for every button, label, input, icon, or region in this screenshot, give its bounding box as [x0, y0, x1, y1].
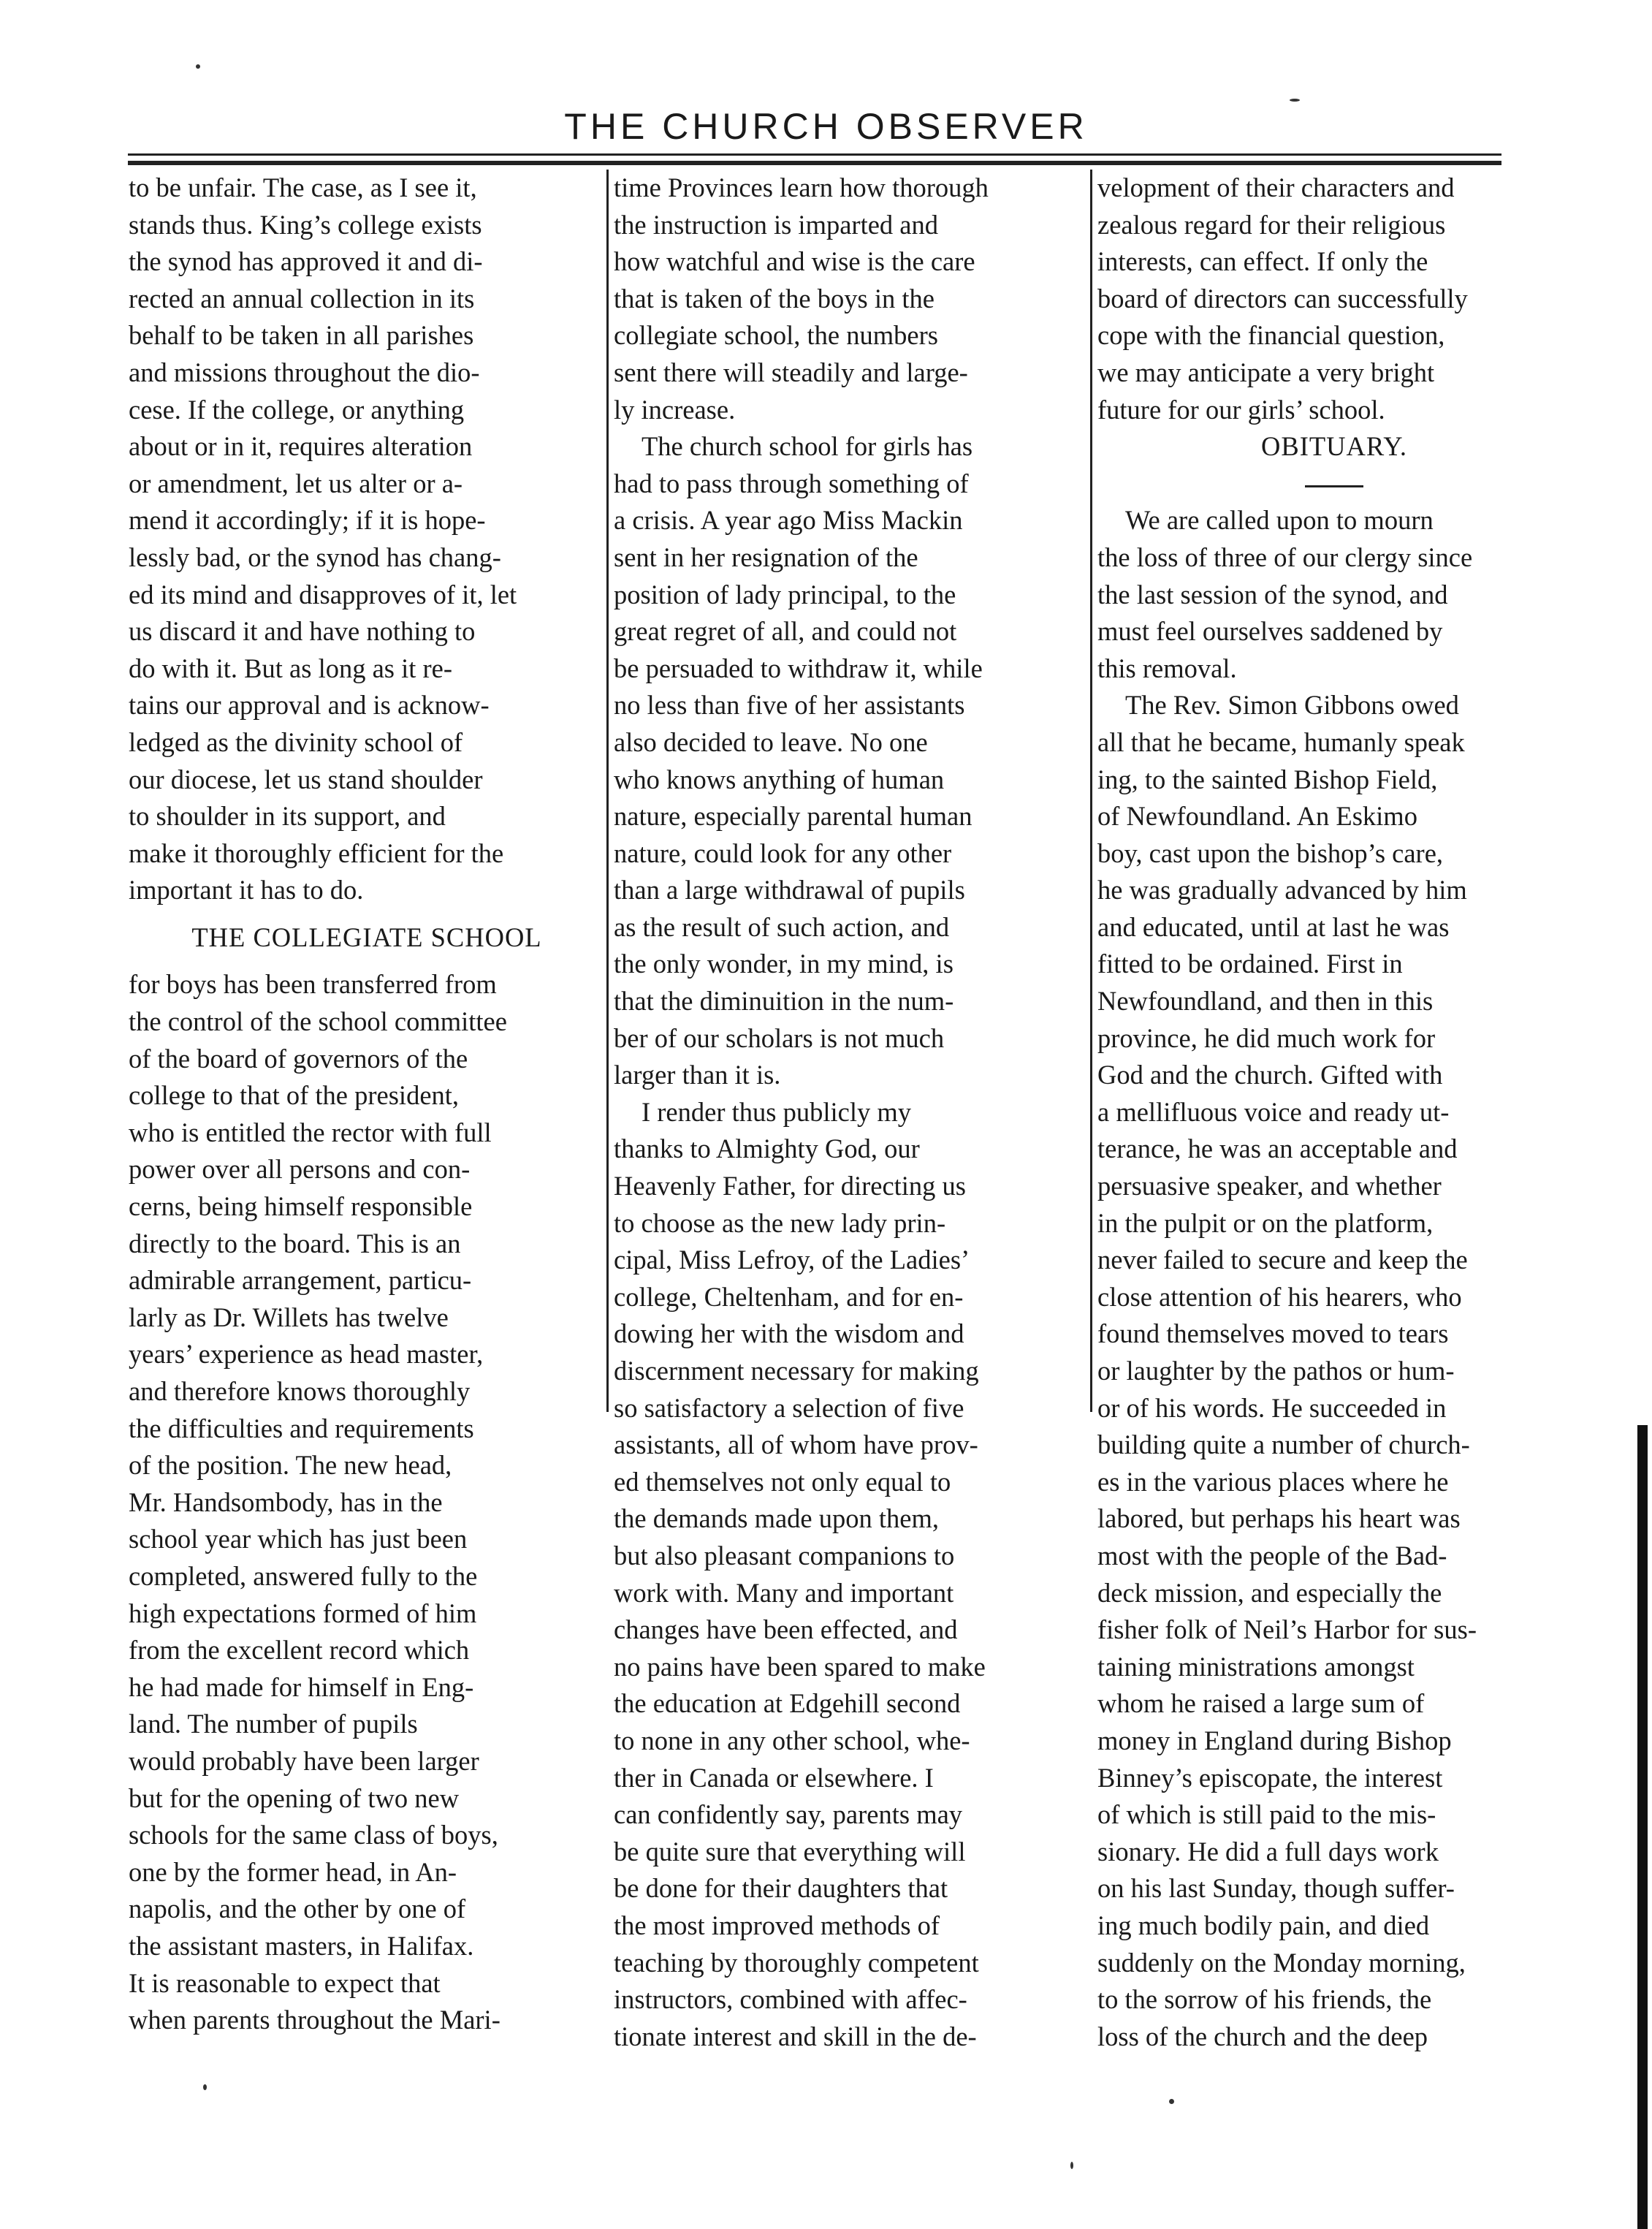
text-line: stands thus. King’s college exists	[129, 209, 482, 240]
text-line: do with it. But as long as it re-	[129, 653, 453, 683]
text-line: We are called upon to mourn	[1125, 505, 1434, 536]
text-line: how watchful and wise is the care	[614, 246, 975, 277]
text-line: to choose as the new lady prin-	[614, 1207, 946, 1238]
text-line: suddenly on the Monday morning,	[1097, 1947, 1466, 1978]
text-line: great regret of all, and could not	[614, 616, 957, 647]
obituary-dash-rule	[1097, 466, 1571, 503]
text-line: fitted to be ordained. First in	[1097, 949, 1403, 979]
text-line: can confidently say, parents may	[614, 1799, 963, 1830]
text-line: be persuaded to withdraw it, while	[614, 653, 983, 683]
text-line: and educated, until at last he was	[1097, 911, 1450, 942]
text-line: we may anticipate a very bright	[1097, 357, 1435, 387]
text-line: and missions throughout the dio-	[129, 357, 480, 387]
text-line: college to that of the president,	[129, 1080, 460, 1111]
column-3	[1097, 170, 1571, 2055]
text-line: about or in it, requires alteration	[129, 431, 473, 462]
text-line: years’ experience as head master,	[129, 1339, 484, 1370]
text-line: schools for the same class of boys,	[129, 1820, 498, 1850]
text-line: high expectations formed of him	[129, 1598, 477, 1628]
text-line: zealous regard for their religious	[1097, 209, 1446, 240]
text-line: of the position. The new head,	[129, 1450, 452, 1481]
text-line: to the sorrow of his friends, the	[1097, 1984, 1432, 2015]
text-line: Heavenly Father, for directing us	[614, 1171, 967, 1201]
text-line: be quite sure that everything will	[614, 1836, 966, 1867]
text-line: dowing her with the wisdom and	[614, 1318, 964, 1349]
text-line: of Newfoundland. An Eskimo	[1097, 801, 1417, 832]
text-line: Mr. Handsombody, has in the	[129, 1486, 443, 1517]
text-line: found themselves moved to tears	[1097, 1318, 1449, 1349]
text-line: lessly bad, or the synod has chang-	[129, 542, 501, 572]
text-line: must feel ourselves saddened by	[1097, 616, 1443, 647]
text-line: this removal.	[1097, 653, 1237, 683]
text-line: no less than five of her assistants	[614, 690, 965, 721]
text-line: taining ministrations amongst	[1097, 1651, 1415, 1682]
text-line: The church school for girls has	[642, 431, 973, 462]
text-line: power over all persons and con-	[129, 1154, 471, 1185]
text-line: larly as Dr. Willets has twelve	[129, 1302, 449, 1332]
text-line: ing, to the sainted Bishop Field,	[1097, 764, 1438, 794]
column-divider-right	[1090, 170, 1092, 1412]
text-line: tionate interest and skill in the de-	[614, 2021, 977, 2051]
text-line: that the diminuition in the num-	[614, 986, 954, 1017]
text-line: be done for their daughters that	[614, 1873, 948, 1904]
col1-paragraph-1	[129, 170, 605, 909]
text-line: would probably have been larger	[129, 1745, 479, 1776]
text-line: or amendment, let us alter or a-	[129, 468, 463, 498]
text-line: deck mission, and especially the	[1097, 1577, 1442, 1608]
text-line: our diocese, let us stand shoulder	[129, 764, 483, 794]
scan-speck	[196, 64, 200, 69]
text-line: he had made for himself in Eng-	[129, 1671, 474, 1702]
text-line: college, Cheltenham, and for en-	[614, 1281, 964, 1312]
text-line: The Rev. Simon Gibbons owed	[1125, 690, 1459, 721]
text-line: boy, cast upon the bishop’s care,	[1097, 838, 1444, 868]
text-line: changes have been effected, and	[614, 1614, 958, 1645]
col3-paragraph-1	[1097, 170, 1571, 428]
text-line: completed, answered fully to the	[129, 1560, 478, 1591]
text-line: discernment necessary for making	[614, 1356, 979, 1386]
text-line: ther in Canada or elsewhere. I	[614, 1762, 934, 1793]
text-line: who knows anything of human	[614, 764, 945, 794]
text-line: labored, but perhaps his heart was	[1097, 1503, 1461, 1534]
text-line: money in England during Bishop	[1097, 1725, 1452, 1755]
text-line: interests, can effect. If only the	[1097, 246, 1428, 277]
text-line: but also pleasant companions to	[614, 1540, 955, 1571]
text-line: in the pulpit or on the platform,	[1097, 1207, 1434, 1238]
text-line: the only wonder, in my mind, is	[614, 949, 953, 979]
text-line: sionary. He did a full days work	[1097, 1836, 1439, 1867]
text-line: collegiate school, the numbers	[614, 320, 938, 351]
text-line: he was gradually advanced by him	[1097, 875, 1467, 905]
text-line: but for the opening of two new	[129, 1782, 460, 1813]
masthead-rule-thin	[128, 153, 1501, 156]
text-line: to none in any other school, whe-	[614, 1725, 970, 1755]
text-line: ed themselves not only equal to	[614, 1466, 951, 1497]
text-line: to shoulder in its support, and	[129, 801, 446, 832]
col3-paragraph-2	[1097, 502, 1571, 687]
col2-paragraph-2	[614, 428, 1090, 1094]
col3-heading-obituary: OBITUARY.	[1261, 431, 1407, 462]
text-line: terance, he was an acceptable and	[1097, 1134, 1458, 1164]
text-line: cipal, Miss Lefroy, of the Ladies’	[614, 1245, 970, 1275]
text-line: from the excellent record which	[129, 1635, 470, 1666]
text-line: ed its mind and disapproves of it, let	[129, 579, 517, 610]
column-2	[614, 170, 1090, 2055]
text-line: to be unfair. The case, as I see it,	[129, 172, 477, 202]
text-line: cerns, being himself responsible	[129, 1191, 473, 1222]
scan-speck	[1290, 99, 1300, 102]
masthead-rule-thick	[128, 161, 1501, 165]
text-line: as the result of such action, and	[614, 911, 950, 942]
text-line: thanks to Almighty God, our	[614, 1134, 920, 1164]
col1-paragraph-2	[129, 966, 605, 2038]
text-line: the control of the school committee	[129, 1006, 507, 1037]
text-line: the last session of the synod, and	[1097, 579, 1448, 610]
text-line: velopment of their characters and	[1097, 172, 1455, 202]
text-line: one by the former head, in An-	[129, 1856, 457, 1887]
text-line: than a large withdrawal of pupils	[614, 875, 965, 905]
text-line: Binney’s episcopate, the interest	[1097, 1762, 1443, 1793]
text-line: a mellifluous voice and ready ut-	[1097, 1096, 1450, 1127]
text-line: es in the various places where he	[1097, 1466, 1449, 1497]
text-line: board of directors can successfully	[1097, 283, 1468, 314]
text-line: also decided to leave. No one	[614, 726, 928, 757]
text-line: napolis, and the other by one of	[129, 1894, 466, 1924]
col3-paragraph-3	[1097, 687, 1571, 2055]
text-line: the synod has approved it and di-	[129, 246, 483, 277]
text-line: and therefore knows thoroughly	[129, 1376, 471, 1406]
text-line: when parents throughout the Mari-	[129, 2005, 500, 2035]
text-line: cope with the financial question,	[1097, 320, 1445, 351]
text-line: make it thoroughly efficient for the	[129, 838, 504, 868]
text-line: God and the church. Gifted with	[1097, 1060, 1443, 1090]
text-line: loss of the church and the deep	[1097, 2021, 1428, 2051]
text-line: work with. Many and important	[614, 1577, 954, 1608]
text-line: the most improved methods of	[614, 1910, 940, 1940]
text-line: I render thus publicly my	[642, 1096, 911, 1127]
text-line: ly increase.	[614, 394, 736, 425]
text-line: so satisfactory a selection of five	[614, 1392, 964, 1423]
text-line: the assistant masters, in Halifax.	[129, 1930, 474, 1961]
text-line: It is reasonable to expect that	[129, 1967, 441, 1998]
text-line: future for our girls’ school.	[1097, 394, 1385, 425]
text-line: no pains have been spared to make	[614, 1651, 986, 1682]
text-line: the difficulties and requirements	[129, 1413, 474, 1443]
text-line: position of lady principal, to the	[614, 579, 956, 610]
text-line: ledged as the divinity school of	[129, 726, 463, 757]
text-line: a crisis. A year ago Miss Mackin	[614, 505, 963, 536]
text-line: or laughter by the pathos or hum-	[1097, 1356, 1455, 1386]
text-line: fisher folk of Neil’s Harbor for sus-	[1097, 1614, 1477, 1645]
text-line: admirable arrangement, particu-	[129, 1265, 472, 1296]
masthead-title: THE CHURCH OBSERVER	[564, 106, 1088, 147]
text-line: all that he became, humanly speak	[1097, 726, 1465, 757]
column-1	[129, 170, 605, 2039]
text-line: who is entitled the rector with full	[129, 1117, 492, 1147]
column-divider-left	[606, 170, 609, 1412]
scan-speck	[1070, 2162, 1073, 2169]
scan-speck	[1169, 2099, 1174, 2104]
text-line: teaching by thoroughly competent	[614, 1947, 979, 1978]
text-line: of the board of governors of the	[129, 1043, 468, 1074]
text-line: most with the people of the Bad-	[1097, 1540, 1447, 1571]
text-line: sent there will steadily and large-	[614, 357, 968, 387]
text-line: sent in her resignation of the	[614, 542, 918, 572]
text-line: behalf to be taken in all parishes	[129, 320, 474, 351]
text-line: that is taken of the boys in the	[614, 283, 935, 314]
text-line: the loss of three of our clergy since	[1097, 542, 1473, 572]
text-line: tains our approval and is acknow-	[129, 690, 490, 721]
text-line: rected an annual collection in its	[129, 283, 475, 314]
text-line: larger than it is.	[614, 1060, 781, 1090]
text-line: cese. If the college, or anything	[129, 394, 465, 425]
text-line: important it has to do.	[129, 875, 364, 905]
text-line: the demands made upon them,	[614, 1503, 939, 1534]
text-line: never failed to secure and keep the	[1097, 1245, 1468, 1275]
text-line: land. The number of pupils	[129, 1709, 418, 1739]
text-line: us discard it and have nothing to	[129, 616, 476, 647]
text-line: ing much bodily pain, and died	[1097, 1910, 1430, 1940]
text-line: nature, could look for any other	[614, 838, 952, 868]
text-line: or of his words. He succeeded in	[1097, 1392, 1447, 1423]
text-line: Newfoundland, and then in this	[1097, 986, 1434, 1017]
text-line: on his last Sunday, though suffer-	[1097, 1873, 1455, 1904]
text-line: nature, especially parental human	[614, 801, 972, 832]
col1-heading-collegiate-school: THE COLLEGIATE SCHOOL	[191, 922, 542, 952]
text-line: for boys has been transferred from	[129, 969, 497, 1000]
text-line: school year which has just been	[129, 1524, 468, 1554]
text-line: persuasive speaker, and whether	[1097, 1171, 1442, 1201]
text-line: had to pass through something of	[614, 468, 969, 498]
text-line: close attention of his hearers, who	[1097, 1281, 1462, 1312]
text-line: of which is still paid to the mis-	[1097, 1799, 1436, 1830]
text-line: time Provinces learn how thorough	[614, 172, 989, 202]
col2-paragraph-1	[614, 170, 1090, 428]
text-line: whom he raised a large sum of	[1097, 1688, 1425, 1719]
text-line: province, he did much work for	[1097, 1022, 1436, 1053]
text-line: mend it accordingly; if it is hope-	[129, 505, 486, 536]
text-line: assistants, all of whom have prov-	[614, 1429, 978, 1460]
text-line: instructors, combined with affec-	[614, 1984, 967, 2015]
text-line: the education at Edgehill second	[614, 1688, 961, 1719]
scan-edge-shadow	[1637, 1425, 1648, 2229]
text-line: building quite a number of church-	[1097, 1429, 1470, 1460]
col2-paragraph-3	[614, 1094, 1090, 2055]
text-line: ber of our scholars is not much	[614, 1022, 945, 1053]
text-line: the instruction is imparted and	[614, 209, 938, 240]
scan-speck	[203, 2084, 207, 2090]
text-line: directly to the board. This is an	[129, 1228, 461, 1258]
